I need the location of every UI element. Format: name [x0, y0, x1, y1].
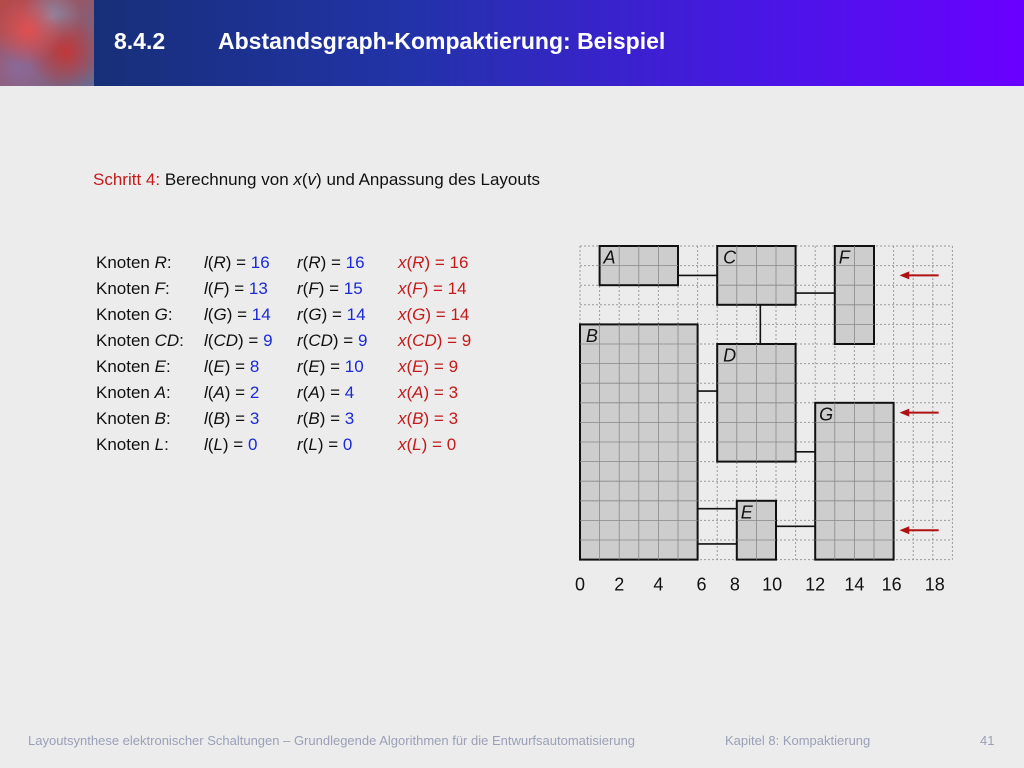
node-label: Knoten G: [96, 305, 173, 324]
l-value-cell-value: 8 [249, 357, 260, 376]
node-id: F [154, 279, 165, 298]
r-value-cell-node: B [308, 409, 320, 428]
x-value-cell-fn: x [398, 279, 407, 298]
r-value-cell-fn: r [297, 357, 303, 376]
x-value-cell-node: CD [412, 331, 437, 350]
l-value-cell-fn: l [204, 383, 208, 402]
r-value-cell-value: 0 [342, 435, 353, 454]
step-v: v [307, 170, 317, 189]
r-value-cell-value: 14 [346, 305, 366, 324]
x-value-cell: x(G) = 14 [398, 305, 470, 324]
l-value-cell-value: 14 [251, 305, 271, 324]
x-value-cell-fn: x [398, 383, 407, 402]
r-value-cell-node: F [308, 279, 319, 298]
l-value-cell: l(CD) = 9 [204, 331, 273, 350]
x-value-cell: x(E) = 9 [398, 357, 459, 376]
l-value-cell: l(F) = 13 [204, 279, 268, 298]
footer-chapter: Kapitel 8: Kompaktierung [725, 733, 871, 748]
x-value-cell-value: 0 [446, 435, 457, 454]
step-paren-open: ( [301, 170, 308, 189]
section-number: 8.4.2 [114, 28, 166, 54]
r-value-cell-value: 10 [344, 357, 364, 376]
l-value-cell-value: 2 [249, 383, 260, 402]
axis-tick-label: 18 [924, 574, 945, 595]
r-value-cell-value: 4 [344, 383, 355, 402]
step-paren-close: ) [316, 170, 322, 189]
l-value-cell-fn: l [204, 435, 208, 454]
r-value-cell: r(F) = 15 [297, 279, 363, 298]
footer-course-title: Layoutsynthese elektronischer Schaltungen – Grundlegende Algorithmen für die Entwurfsautomatisierung [28, 733, 636, 748]
r-value-cell-value: 15 [343, 279, 363, 298]
x-value-cell: x(B) = 3 [398, 409, 459, 428]
r-value-cell-node: L [308, 435, 318, 454]
axis-tick-label: 10 [762, 574, 783, 595]
x-value-cell-fn: x [398, 253, 407, 272]
r-value-cell-fn: r [297, 331, 303, 350]
layout-grid-diagram [560, 240, 980, 610]
x-value-cell-fn: x [398, 357, 407, 376]
l-value-cell: l(G) = 14 [204, 305, 271, 324]
r-value-cell-node: E [308, 357, 320, 376]
node-id: B [154, 409, 166, 428]
step-label: Schritt 4: [93, 170, 161, 189]
r-value-cell-fn: r [297, 435, 303, 454]
l-value-cell: l(A) = 2 [204, 383, 260, 402]
l-value-cell-node: E [213, 357, 225, 376]
node-label: Knoten L: [96, 435, 169, 454]
r-value-cell-fn: r [297, 253, 303, 272]
x-value-cell-node: R [412, 253, 425, 272]
x-value-cell-value: 9 [461, 331, 472, 350]
x-value-cell-value: 3 [448, 409, 459, 428]
r-value-cell-fn: r [297, 279, 303, 298]
node-label: Knoten CD: [96, 331, 184, 350]
shift-arrow-head [899, 409, 909, 417]
node-label: Knoten E: [96, 357, 171, 376]
l-value-cell-node: R [213, 253, 226, 272]
l-value-cell-value: 16 [250, 253, 270, 272]
x-value-cell: x(A) = 3 [398, 383, 459, 402]
node-id: A [154, 383, 166, 402]
l-value-cell-node: B [213, 409, 225, 428]
r-value-cell: r(CD) = 9 [297, 331, 368, 350]
r-value-cell-value: 9 [357, 331, 368, 350]
r-value-cell: r(E) = 10 [297, 357, 364, 376]
l-value-cell-node: CD [213, 331, 239, 350]
axis-tick-label: 4 [653, 574, 664, 595]
x-value-cell-fn: x [398, 409, 407, 428]
block-label-a: A [603, 247, 616, 268]
r-value-cell-node: G [308, 305, 322, 324]
node-label: Knoten R: [96, 253, 172, 272]
block-label-g: G [819, 404, 834, 425]
block-label-f: F [838, 247, 850, 268]
axis-tick-label: 12 [805, 574, 826, 595]
l-value-cell: l(E) = 8 [204, 357, 260, 376]
r-value-cell-fn: r [297, 383, 303, 402]
title-bar [0, 0, 1024, 86]
x-value-cell-value: 14 [450, 305, 470, 324]
x-value-cell-value: 3 [448, 383, 459, 402]
r-value-cell-fn: r [297, 409, 303, 428]
x-value-cell-value: 9 [448, 357, 459, 376]
x-value-cell-fn: x [398, 331, 407, 350]
axis-tick-label: 8 [729, 574, 740, 595]
x-value-cell-value: 14 [447, 279, 467, 298]
l-value-cell-value: 9 [263, 331, 273, 350]
node-id: E [154, 357, 166, 376]
slide-title [114, 28, 665, 55]
l-value-cell: l(R) = 16 [204, 253, 270, 272]
slide-title-text: Abstandsgraph-Kompaktierung: Beispiel [218, 28, 666, 54]
l-value-cell-node: A [213, 383, 225, 402]
r-value-cell: r(A) = 4 [297, 383, 355, 402]
axis-tick-label: 2 [614, 574, 625, 595]
x-value-cell: x(L) = 0 [398, 435, 457, 454]
l-value-cell-fn: l [204, 279, 208, 298]
node-id: CD [154, 331, 180, 350]
l-value-cell-fn: l [204, 357, 208, 376]
x-value-cell-node: F [412, 279, 423, 298]
axis-tick-label: 0 [574, 574, 586, 595]
node-id: L [154, 435, 165, 454]
axis-tick-label: 14 [844, 574, 865, 595]
l-value-cell-node: G [213, 305, 227, 324]
block-label-b: B [585, 326, 598, 346]
x-value-cell-value: 16 [449, 253, 469, 272]
l-value-cell-value: 0 [247, 435, 258, 454]
x-value-cell-node: E [412, 357, 424, 376]
r-value-cell-value: 16 [345, 253, 365, 272]
r-value-cell-node: A [308, 383, 320, 402]
r-value-cell-fn: r [297, 305, 303, 324]
r-value-cell-node: R [308, 253, 321, 272]
step-heading [93, 170, 540, 190]
l-value-cell-fn: l [204, 305, 208, 324]
step-x: x [293, 170, 302, 189]
x-value-cell: x(R) = 16 [398, 253, 469, 272]
step-text-before: Berechnung von [164, 170, 294, 189]
shift-arrow-head [899, 271, 909, 279]
l-value-cell-fn: l [204, 253, 208, 272]
node-id: R [154, 253, 167, 272]
r-value-cell: r(G) = 14 [297, 305, 366, 324]
r-value-cell-node: CD [308, 331, 333, 350]
l-value-cell: l(L) = 0 [204, 435, 258, 454]
axis-tick-label: 16 [881, 574, 902, 595]
x-value-cell-fn: x [398, 305, 407, 324]
x-value-cell: x(CD) = 9 [398, 331, 472, 350]
l-value-cell-fn: l [204, 409, 208, 428]
l-value-cell-fn: l [204, 331, 208, 350]
x-value-cell-node: G [412, 305, 426, 324]
r-value-cell: r(L) = 0 [297, 435, 353, 454]
x-value-cell-node: A [412, 383, 424, 402]
r-value-cell-value: 3 [344, 409, 355, 428]
node-label: Knoten B: [96, 409, 171, 428]
l-value-cell-value: 13 [248, 279, 268, 298]
logo-image [0, 0, 94, 86]
l-value-cell-value: 3 [249, 409, 260, 428]
block-label-c: C [723, 247, 737, 268]
block-label-e: E [740, 502, 753, 523]
l-value-cell-node: F [213, 279, 224, 298]
x-value-cell-node: L [412, 435, 422, 454]
node-label: Knoten A: [96, 383, 171, 402]
node-id: G [154, 305, 168, 324]
footer-page-number: 41 [980, 733, 995, 748]
x-value-cell-node: B [412, 409, 424, 428]
l-value-cell: l(B) = 3 [204, 409, 260, 428]
shift-arrow-head [899, 526, 909, 534]
block-label-d: D [723, 345, 737, 366]
r-value-cell: r(B) = 3 [297, 409, 355, 428]
l-value-cell-node: L [213, 435, 223, 454]
axis-tick-label: 6 [696, 574, 707, 595]
x-value-cell-fn: x [398, 435, 407, 454]
x-value-cell: x(F) = 14 [398, 279, 467, 298]
node-label: Knoten F: [96, 279, 170, 298]
step-text-after: und Anpassung des Layouts [321, 170, 541, 189]
r-value-cell: r(R) = 16 [297, 253, 365, 272]
